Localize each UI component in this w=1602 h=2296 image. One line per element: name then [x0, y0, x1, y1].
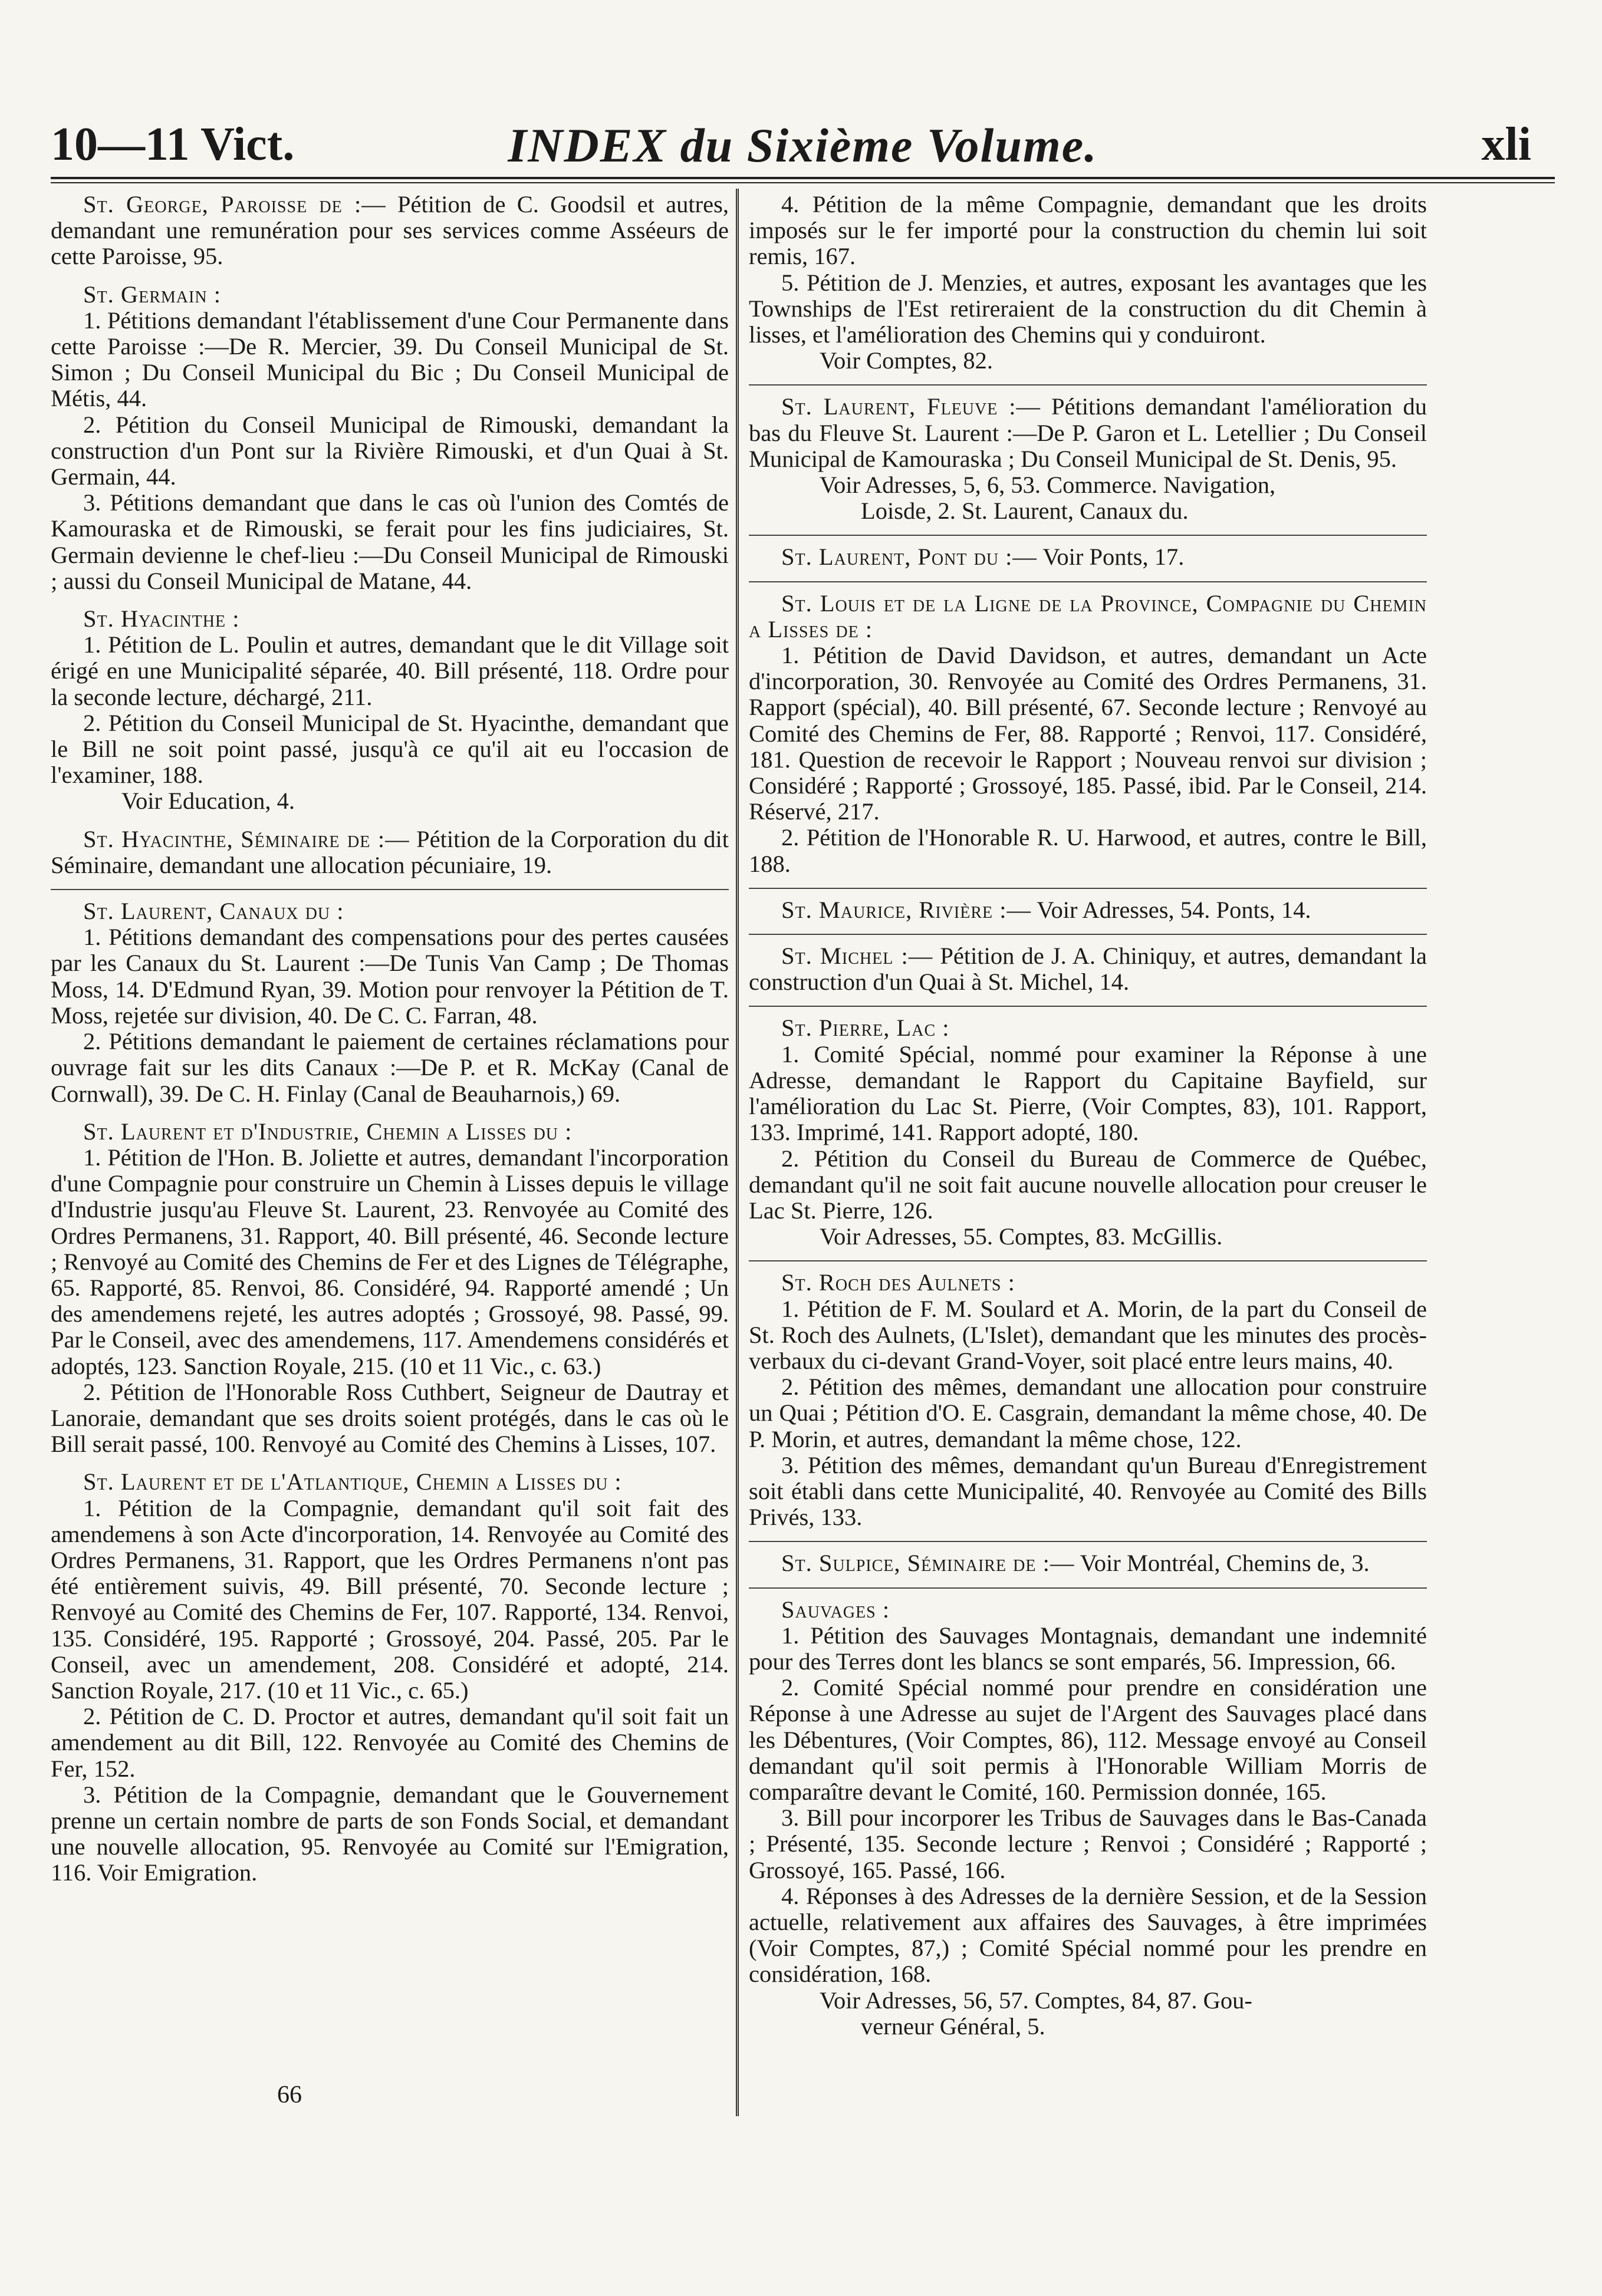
entry-heading: St. Laurent et d'Industrie, Chemin a Lisses du : — [83, 1118, 573, 1145]
entry-heading: St. Maurice, Rivière :— — [781, 896, 1032, 923]
entry-heading-line — [51, 1469, 729, 1495]
index-entry — [51, 1469, 729, 1886]
index-entry — [749, 1541, 1427, 1576]
entry-paragraph: 1. Pétition des Sauvages Montagnais, demandant une indemnité pour des Terres dont les blancs se sont emparés, 56. Impression, 66. — [749, 1622, 1427, 1675]
entry-heading: Sauvages : — [781, 1596, 890, 1623]
entry-text: Pétition de J. A. Chiniquy, et autres, demandant la construction d'un Quai à St. Michel, 14. — [749, 943, 1427, 996]
entry-text: Pétitions demandant l'amélioration du bas du Fleuve St. Laurent :—De P. Garon et L. Letellier ; Du Conseil Municipal de Kamouraska ; Du Conseil Municipal de St. Denis, 95. — [749, 393, 1427, 472]
entry-heading: St. Louis et de la Ligne de la Province, Compagnie du Chemin a Lisses de : — [749, 589, 1427, 643]
entry-heading: St. Laurent, Pont du :— — [781, 543, 1037, 571]
entry-heading: St. Pierre, Lac : — [781, 1014, 950, 1042]
entry-paragraph: 1. Pétition de F. M. Soulard et A. Morin, de la part du Conseil de St. Roch des Aulnets, (L'Islet), demandant que les minutes des procès-verbaux du ci-devant Grand-Voyer, soit placé entre leurs mains, 40. — [749, 1295, 1427, 1374]
entry-paragraph: 2. Pétition du Conseil Municipal de St. Hyacinthe, demandant que le Bill ne soit point passé, jusqu'à ce qu'il ait eu l'occasion de l'examiner, 188. — [51, 709, 729, 789]
see-also-reference: Voir Adresses, 55. Comptes, 83. McGillis. — [820, 1223, 1223, 1250]
index-entry — [749, 192, 1427, 374]
entry-paragraph: 4. Réponses à des Adresses de la dernière Session, et de la Session actuelle, relativement aux affaires des Sauvages, à être imprimées (Voir Comptes, 87,) ; Comité Spécial nommé pour les prendre en considération, 168. — [749, 1882, 1427, 1988]
entry-heading-line — [749, 1597, 1427, 1623]
entry-heading-line — [749, 1015, 1427, 1041]
entry-text: Pétition de la Corporation du dit Séminaire, demandant une allocation pécuniaire, 19. — [51, 825, 729, 878]
entry-paragraph: 1. Pétition de la Compagnie, demandant qu'il soit fait des amendemens à son Acte d'incorporation, 14. Renvoyée au Comité des Ordres Permanens, 31. Rapport, que les Ordres Permanens n'ont pas été entièrement suivis, 49. Bill présenté, 70. Seconde lecture ; Renvoyé au Comité des Chemins de Fer, 107. Rapporté, 134. Renvoi, 135. Considéré, 195. Rapporté ; Grossoyé, 204. Passé, 205. Par le Conseil, avec un amendement, 208. Considéré et adopté, 214. Sanction Royale, 217. (10 et 11 Vic., c. 65.) — [51, 1494, 729, 1704]
entry-paragraph: 3. Pétition des mêmes, demandant qu'un Bureau d'Enregistrement soit établi dans cette Municipalité, 40. Renvoyée au Comité des Bills Privés, 133. — [749, 1451, 1427, 1531]
signature-mark: 66 — [277, 2081, 302, 2109]
entry-paragraph: 1. Pétition de David Davidson, et autres, demandant un Acte d'incorporation, 30. Renvoyée au Comité des Ordres Permanens, 31. Rapport (spécial), 40. Bill présenté, 67. Seconde lecture ; Renvoyé au Comité des Chemins de Fer, 88. Rapporté ; Renvoi, 117. Considéré, 181. Question de recevoir le Rapport ; Nouveau renvoi sur division ; Considéré ; Rapporté ; Grossoyé, 185. Passé, ibid. Par le Conseil, 214. Réservé, 217. — [749, 642, 1427, 825]
index-entry — [51, 826, 729, 878]
entry-paragraph: 2. Pétition de C. D. Proctor et autres, demandant qu'il soit fait un amendement au dit Bill, 122. Renvoyée au Comité des Chemins de Fer, 152. — [51, 1703, 729, 1782]
entry-text: Voir Montréal, Chemins de, 3. — [1080, 1550, 1370, 1577]
index-entry — [51, 282, 729, 594]
entry-text: Voir Ponts, 17. — [1042, 543, 1185, 571]
entry-heading-line — [51, 192, 729, 270]
entry-text: Pétition de C. Goodsil et autres, demandant une remunération pour ses services comme Asséeurs de cette Paroisse, 95. — [51, 191, 729, 270]
see-also-reference: Loisde, 2. St. Laurent, Canaux du. — [861, 498, 1189, 525]
entry-paragraph: 1. Comité Spécial, nommé pour examiner la Réponse à une Adresse, demandant le Rapport du Capitaine Bayfield, sur l'amélioration du Lac St. Pierre, (Voir Comptes, 83), 101. Rapport, 133. Imprimé, 141. Rapport adopté, 180. — [749, 1040, 1427, 1146]
index-entry — [749, 1006, 1427, 1250]
index-entry — [749, 888, 1427, 923]
entry-paragraph: 2. Pétition de l'Honorable R. U. Harwood, et autres, contre le Bill, 188. — [749, 824, 1427, 877]
entry-paragraph: 4. Pétition de la même Compagnie, demandant que les droits imposés sur le fer importé pour la construction du chemin lui soit remis, 167. — [749, 191, 1427, 270]
page-header — [51, 112, 1555, 177]
entry-heading-line — [51, 898, 729, 924]
index-entry — [749, 1260, 1427, 1530]
entry-heading-line — [749, 897, 1427, 923]
see-also-reference: Voir Adresses, 56, 57. Comptes, 84, 87. Gou- — [820, 1987, 1252, 2014]
entry-heading: St. Sulpice, Séminaire de :— — [781, 1550, 1075, 1577]
entry-heading-line — [51, 282, 729, 308]
entry-paragraph: 2. Pétition des mêmes, demandant une allocation pour construire un Quai ; Pétition d'O. E. Casgrain, demandant la même chose, 40. De P. Morin, et autres, demandant la même chose, 122. — [749, 1373, 1427, 1452]
entry-heading-line — [51, 606, 729, 632]
entry-paragraph: 1. Pétitions demandant l'établissement d'une Cour Permanente dans cette Paroisse :—De R. Mercier, 39. Du Conseil Municipal de St. Simon ; Du Conseil Municipal du Bic ; Du Conseil Municipal de Métis, 44. — [51, 307, 729, 412]
entry-heading-line — [749, 591, 1427, 643]
index-entry — [749, 581, 1427, 877]
entry-paragraph: 2. Pétitions demandant le paiement de certaines réclamations pour ouvrage fait sur les dits Canaux :—De P. et R. McKay (Canal de Cornwall), 39. De C. H. Finlay (Canal de Beauharnois,) 69. — [51, 1028, 729, 1107]
entry-heading: St. George, Paroisse de :— — [83, 191, 386, 218]
right-column — [749, 192, 1427, 2040]
entry-paragraph: 3. Pétitions demandant que dans le cas où l'union des Comtés de Kamouraska et de Rimouski, se ferait pour les fins judiciaires, St. Germain devienne le chef-lieu :—Du Conseil Municipal de Rimouski ; aussi du Conseil Municipal de Matane, 44. — [51, 489, 729, 594]
header-rule — [51, 177, 1555, 179]
entry-paragraph: 2. Pétition du Conseil du Bureau de Commerce de Québec, demandant qu'il ne soit fait aucune nouvelle allocation pour creuser le Lac St. Pierre, 126. — [749, 1145, 1427, 1224]
entry-heading-line — [51, 1119, 729, 1145]
entry-paragraph: 2. Pétition de l'Honorable Ross Cuthbert, Seigneur de Dautray et Lanoraie, demandant que ses droits soient protégés, dans le cas où le Bill serait passé, 100. Renvoyé au Comité des Chemins à Lisses, 107. — [51, 1378, 729, 1458]
index-entry — [51, 606, 729, 815]
index-entry — [749, 1587, 1427, 2040]
header-rule-thin — [51, 182, 1555, 183]
entry-heading-line — [51, 826, 729, 878]
entry-paragraph: 5. Pétition de J. Menzies, et autres, exposant les avantages que les Townships de l'Est retireraient de la construction du dit Chemin à lisses, et l'amélioration des Chemins qui y conduiront. — [749, 269, 1427, 348]
entry-heading: St. Germain : — [83, 281, 221, 308]
see-also-reference: Voir Comptes, 82. — [820, 347, 994, 374]
entry-paragraph: 2. Pétition du Conseil Municipal de Rimouski, demandant la construction d'un Pont sur la Rivière Rimouski, et d'un Quai à St. Germain, 44. — [51, 411, 729, 490]
entry-text: Voir Adresses, 54. Ponts, 14. — [1037, 896, 1311, 923]
header-page-number: xli — [1481, 118, 1531, 170]
entry-heading: St. Laurent, Canaux du : — [83, 898, 344, 925]
index-entry — [51, 889, 729, 1107]
index-entry — [749, 934, 1427, 995]
entry-heading: St. Roch des Aulnets : — [781, 1269, 1015, 1296]
entry-heading: St. Michel :— — [781, 943, 933, 970]
entry-paragraph: 3. Bill pour incorporer les Tribus de Sauvages dans le Bas-Canada ; Présenté, 135. Seconde lecture ; Renvoi ; Considéré ; Rapporté ; Grossoyé, 165. Passé, 166. — [749, 1804, 1427, 1883]
index-entry — [749, 384, 1427, 524]
column-divider — [736, 189, 739, 2116]
entry-paragraph: 2. Comité Spécial nommé pour prendre en considération une Réponse à une Adresse au sujet de l'Argent des Sauvages placé dans les Débentures, (Voir Comptes, 86), 112. Message envoyé au Conseil demandant qu'il soit permis à l'Honorable William Morris de comparaître devant le Comité, 160. Permission donnée, 165. — [749, 1674, 1427, 1805]
entry-heading: St. Laurent, Fleuve :— — [781, 393, 1041, 420]
entry-paragraph: 3. Pétition de la Compagnie, demandant que le Gouvernement prenne un certain nombre de parts de son Fonds Social, et demandant une nouvelle allocation, 95. Renvoyée au Comité sur l'Emigration, 116. Voir Emigration. — [51, 1781, 729, 1886]
entry-heading: St. Hyacinthe, Séminaire de :— — [83, 825, 410, 852]
entry-heading-line — [749, 394, 1427, 472]
entry-heading-line — [749, 1550, 1427, 1576]
left-column — [51, 192, 729, 1886]
see-also-reference: Voir Adresses, 5, 6, 53. Commerce. Navigation, — [820, 472, 1276, 499]
see-also-reference: verneur Général, 5. — [861, 2012, 1045, 2040]
entry-heading-line — [749, 1270, 1427, 1296]
entry-heading: St. Hyacinthe : — [83, 605, 240, 633]
entry-heading-line — [749, 943, 1427, 995]
entry-heading-line — [749, 544, 1427, 570]
entry-paragraph: 1. Pétitions demandant des compensations pour des pertes causées par les Canaux du St. Laurent :—De Tunis Van Camp ; De Thomas Moss, 14. D'Edmund Ryan, 39. Motion pour renvoyer la Pétition de T. Moss, rejetée sur division, 40. De C. C. Farran, 48. — [51, 924, 729, 1029]
header-volume-label: 10—11 Vict. — [51, 118, 295, 170]
entry-paragraph: 1. Pétition de L. Poulin et autres, demandant que le dit Village soit érigé en une Municipalité séparée, 40. Bill présenté, 118. Ordre pour la seconde lecture, déchargé, 211. — [51, 631, 729, 710]
index-entry — [749, 535, 1427, 570]
see-also-reference: Voir Education, 4. — [121, 788, 295, 815]
entry-heading: St. Laurent et de l'Atlantique, Chemin a Lisses du : — [83, 1468, 622, 1495]
index-entry — [51, 1119, 729, 1458]
header-title: INDEX du Sixième Volume. — [508, 118, 1098, 172]
entry-paragraph: 1. Pétition de l'Hon. B. Joliette et autres, demandant l'incorporation d'une Compagnie pour construire un Chemin à Lisses depuis le village d'Industrie jusqu'au Fleuve St. Laurent, 23. Renvoyée au Comité des Ordres Permanens, 31. Rapport, 40. Bill présenté, 46. Seconde lecture ; Renvoyé au Comité des Chemins de Fer et des Lignes de Télégraphe, 65. Rapporté, 85. Renvoi, 86. Considéré, 94. Rapporté amendé ; Un des amendemens rejeté, les autres adoptés ; Grossoyé, 98. Passé, 99. Par le Conseil, avec des amendemens, 117. Amendemens considérés et adoptés, 123. Sanction Royale, 215. (10 et 11 Vic., c. 63.) — [51, 1144, 729, 1379]
index-entry — [51, 192, 729, 270]
